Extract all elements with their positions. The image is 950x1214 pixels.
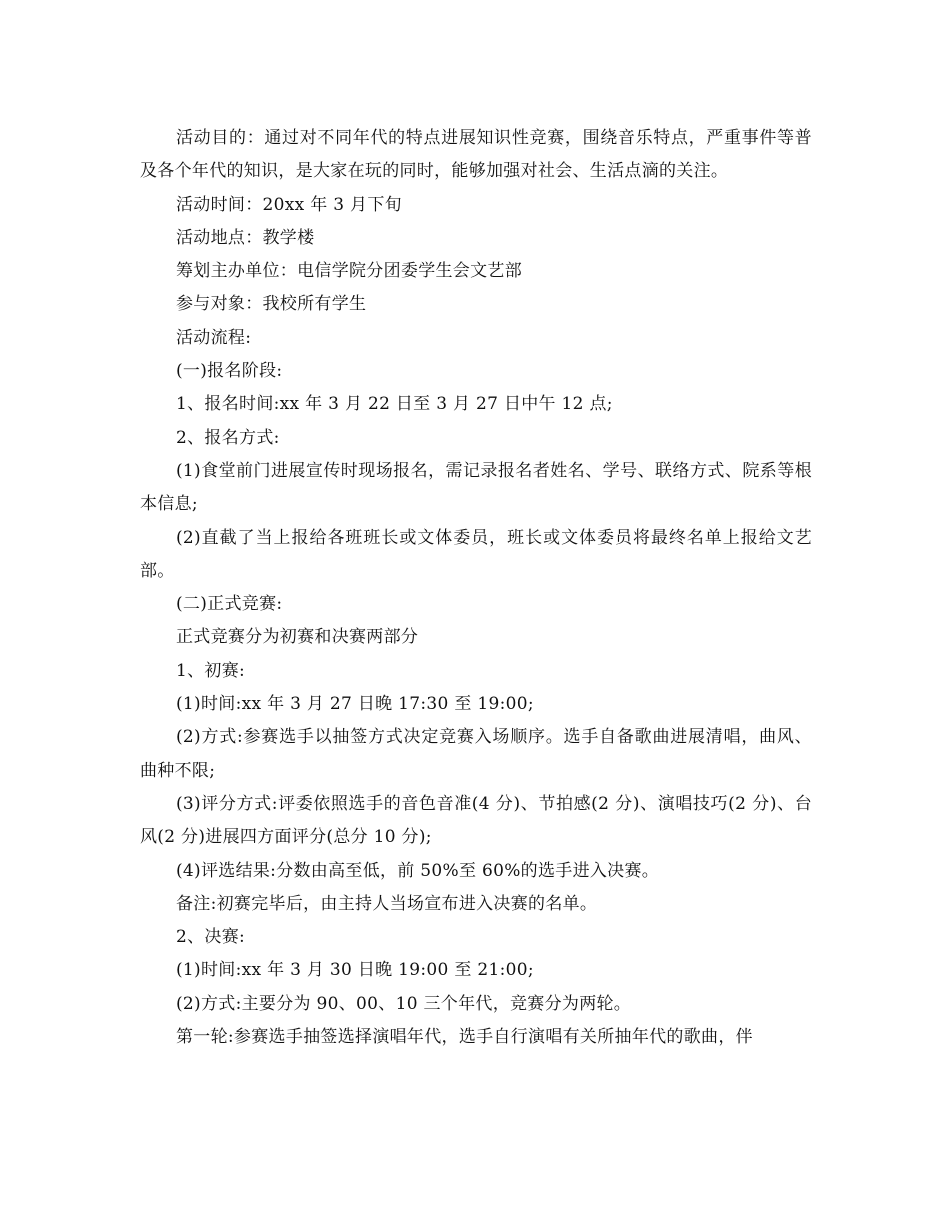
paragraph-final-time: (1)时间:xx 年 3 月 30 日晚 19:00 至 21:00;: [176, 960, 534, 981]
paragraph-preliminary-scoring: (3)评分方式:评委依照选手的音色音准(4 分)、节拍感(2 分)、演唱技巧(2 分)、台风(2 分)进展四方面评分(总分 10 分);: [140, 793, 812, 848]
paragraph-first-round: 第一轮:参赛选手抽签选择演唱年代，选手自行演唱有关所抽年代的歌曲，伴: [176, 1027, 753, 1048]
paragraph-competition-parts: 正式竞赛分为初赛和决赛两部分: [176, 627, 419, 648]
paragraph-activity-purpose: 活动目的：通过对不同年代的特点进展知识性竞赛，围绕音乐特点，严重事件等普及各个年代的知识，是大家在玩的同时，能够加强对社会、生活点滴的关注。: [140, 128, 812, 182]
paragraph-preliminary-time: (1)时间:xx 年 3 月 27 日晚 17:30 至 19:00;: [176, 694, 534, 715]
heading-final: 2、决赛:: [176, 927, 246, 948]
heading-formal-competition: (二)正式竞赛:: [176, 594, 283, 615]
document-body: [140, 122, 812, 1054]
paragraph-organizer: 筹划主办单位：电信学院分团委学生会文艺部: [176, 261, 522, 282]
paragraph-activity-location: 活动地点：教学楼: [176, 227, 315, 248]
paragraph-registration-method-1: (1)食堂前门进展宣传时现场报名，需记录报名者姓名、学号、联络方式、院系等根本信息;: [140, 460, 812, 515]
paragraph-preliminary-result: (4)评选结果:分数由高至低，前 50%至 60%的选手进入决赛。: [176, 860, 660, 881]
paragraph-registration-method-2: (2)直截了当上报给各班班长或文体委员，班长或文体委员将最终名单上报给文艺部。: [140, 527, 812, 581]
paragraph-participants: 参与对象：我校所有学生: [176, 294, 367, 315]
heading-registration-stage: (一)报名阶段:: [176, 361, 283, 382]
paragraph-activity-process: 活动流程:: [176, 327, 252, 348]
paragraph-preliminary-note: 备注:初赛完毕后，由主持人当场宣布进入决赛的名单。: [176, 893, 598, 914]
paragraph-final-method: (2)方式:主要分为 90、00、10 三个年代，竞赛分为两轮。: [176, 993, 632, 1014]
paragraph-preliminary-method: (2)方式:参赛选手以抽签方式决定竞赛入场顺序。选手自备歌曲进展清唱，曲风、曲种不限;: [140, 727, 812, 781]
heading-preliminary: 1、初赛:: [176, 660, 246, 681]
paragraph-registration-time: 1、报名时间:xx 年 3 月 22 日至 3 月 27 日中午 12 点;: [176, 394, 613, 415]
paragraph-activity-time: 活动时间：20xx 年 3 月下旬: [176, 194, 402, 215]
paragraph-registration-method: 2、报名方式:: [176, 427, 280, 448]
